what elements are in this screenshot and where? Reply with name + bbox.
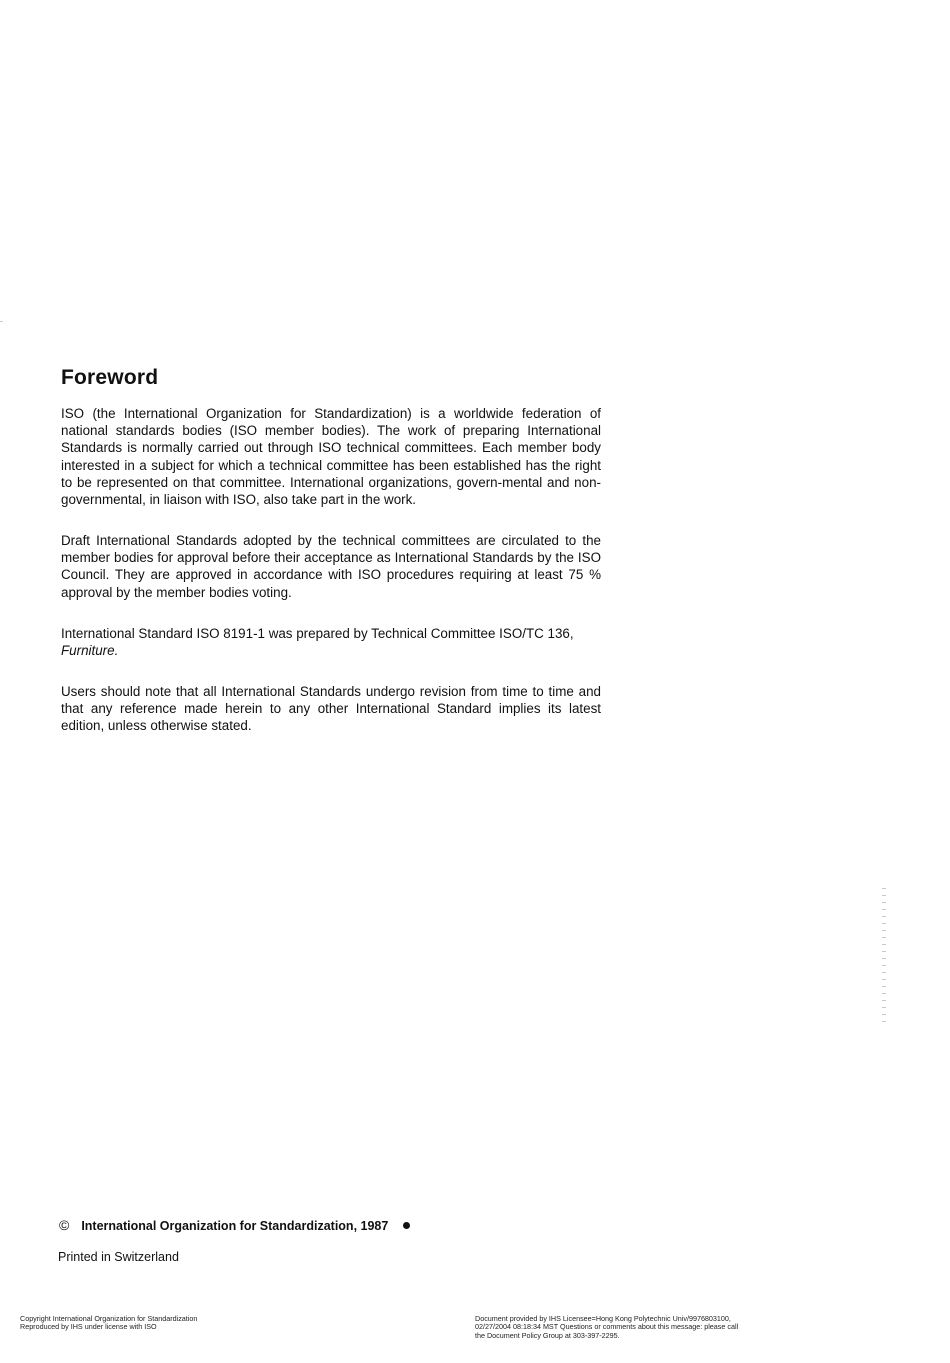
foreword-paragraph-4: Users should note that all International Standards undergo revision from time to time and that any reference made herein to any other International Standard implies its latest edition, unless otherwise stated. xyxy=(61,684,601,734)
foreword-title: Foreword xyxy=(61,366,159,389)
committee-statement: International Standard ISO 8191-1 was prepared by Technical Committee ISO/TC 136, xyxy=(61,626,574,641)
committee-name: Furniture. xyxy=(61,643,119,659)
footer-left-line-1: Copyright International Organization for Standardization xyxy=(20,1314,198,1323)
foreword-paragraph-1: ISO (the International Organization for Standardization) is a worldwide federation of national standards bodies (ISO member bodies). The work of preparing International Standards is normally carried out through ISO technical committees. Each member body interested in a subject for which a technical committee has been established has the right to be represented on that committee. International organizations, govern-mental and non-governmental, in liaison with ISO, also take part in the work. xyxy=(61,406,601,508)
bullet-icon xyxy=(403,1222,410,1229)
scan-artifact-right xyxy=(882,888,886,1026)
scan-artifact-left xyxy=(0,321,3,322)
footer-right-line-2: 02/27/2004 08:18:34 MST Questions or comments about this message: please call xyxy=(475,1322,739,1332)
footer-copyright xyxy=(20,1315,280,1332)
footer-right-line-3: the Document Policy Group at 303-397-2295. xyxy=(475,1330,620,1340)
footer-left-line-2: Reproduced by IHS under license with ISO xyxy=(20,1322,157,1332)
copyright-owner: International Organization for Standardization, 1987 xyxy=(81,1219,389,1233)
footer-right-line-1: Document provided by IHS Licensee=Hong Kong Polytechnic Univ/9976803100, xyxy=(475,1314,731,1323)
foreword-paragraph-2: Draft International Standards adopted by the technical committees are circulated to the member bodies for approval before their acceptance as International Standards by the ISO Council. They are approved in accordance with ISO procedures requiring at least 75 % approval by the member bodies voting. xyxy=(61,533,601,600)
foreword-paragraph-3 xyxy=(61,625,601,659)
copyright-symbol: © xyxy=(59,1217,70,1233)
printed-location: Printed in Switzerland xyxy=(58,1250,179,1264)
copyright-notice xyxy=(59,1217,410,1233)
footer-license-notice xyxy=(475,1315,785,1340)
